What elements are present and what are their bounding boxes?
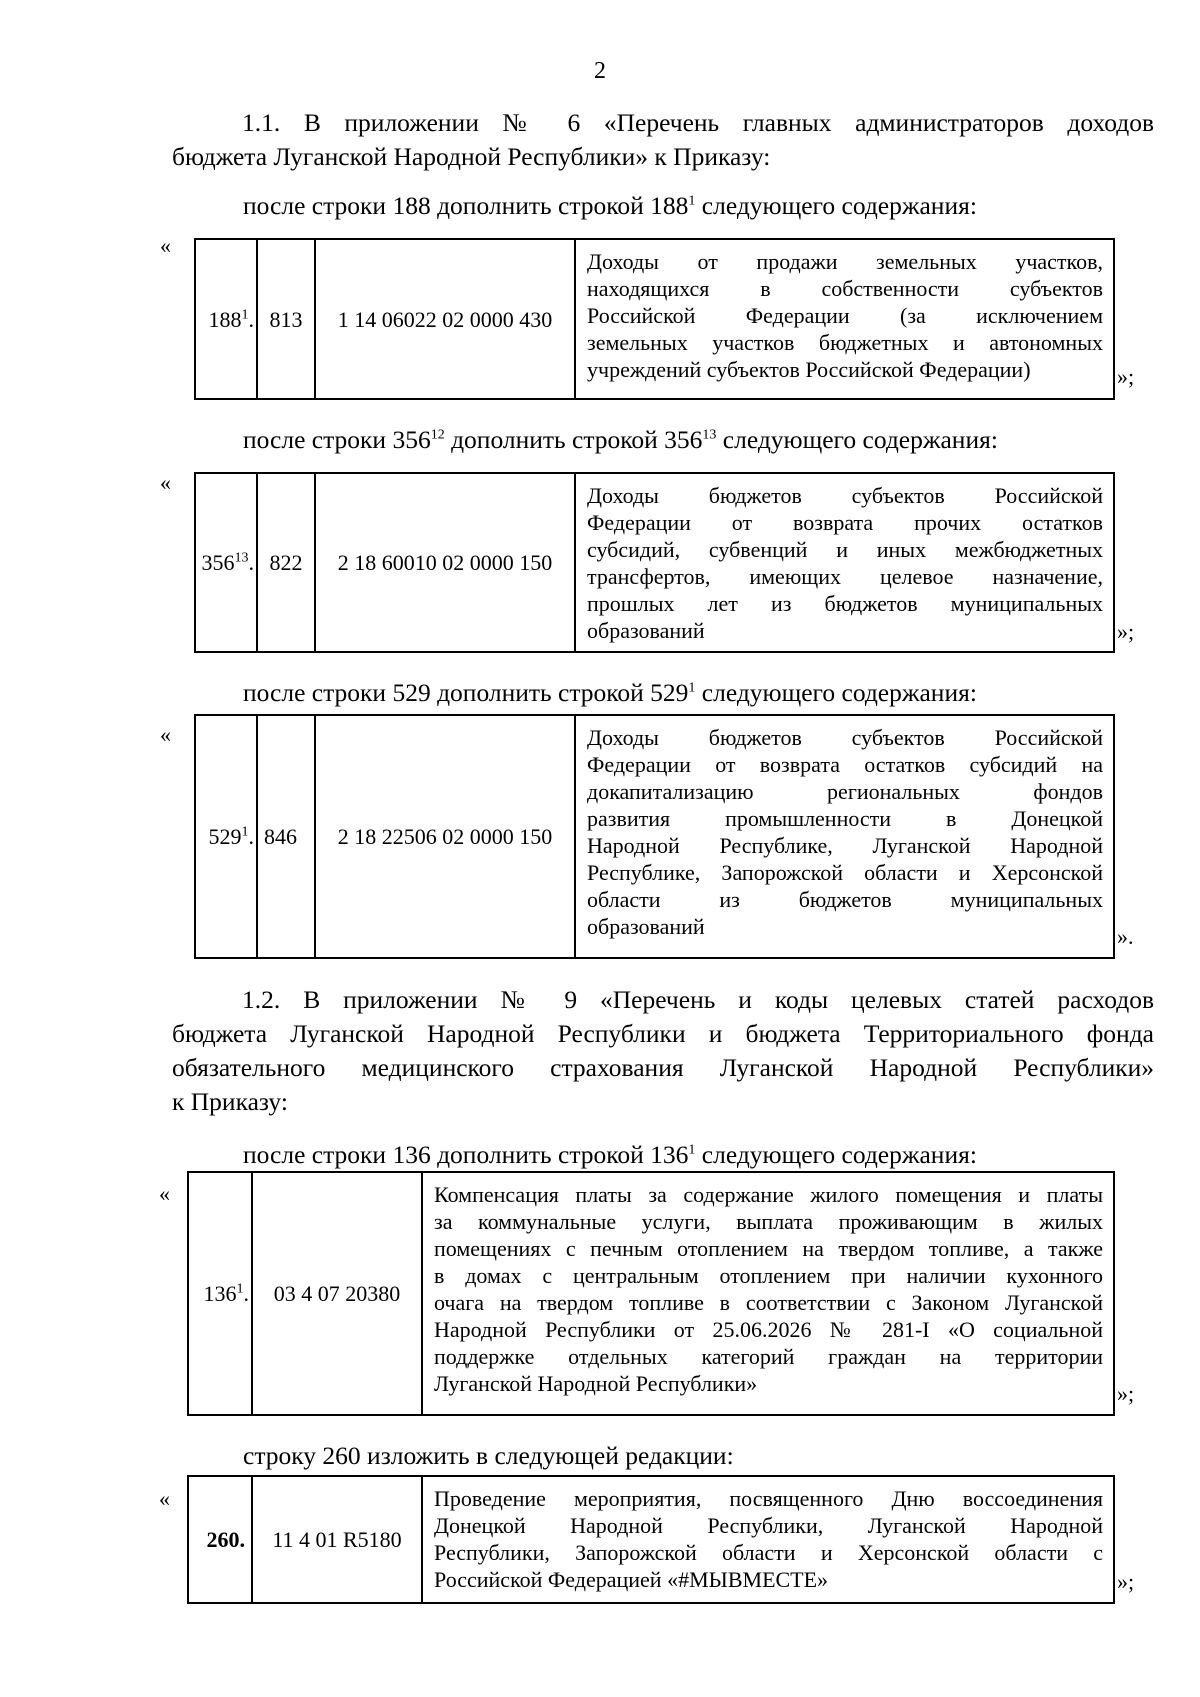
intro-row-188-1: [243, 191, 977, 221]
desc-line: Компенсация платы за содержание жилого помещения и платы: [434, 1182, 1103, 1207]
intro-sup: 12: [430, 427, 445, 443]
desc-line: очага на твердом топливе в соответствии с Законом Луганской: [434, 1290, 1103, 1315]
admin-code: 813: [257, 239, 315, 399]
desc-line: Доходы бюджетов субъектов Российской: [587, 483, 1103, 508]
desc-line: за коммунальные услуги, выплата проживающим в жилых: [434, 1209, 1103, 1234]
closing-quote: »;: [1117, 619, 1135, 644]
desc-line: Проведение мероприятия, посвященного Дню воссоединения: [434, 1486, 1103, 1511]
desc-line: Российской Федерацией «#МЫВМЕСТЕ»: [434, 1567, 829, 1592]
desc-line: Доходы бюджетов субъектов Российской: [587, 725, 1103, 750]
intro-row-356-13: [243, 425, 998, 455]
row-description: [422, 1476, 1114, 1603]
row-number: 260.: [188, 1476, 252, 1603]
row-description: [422, 1172, 1114, 1415]
row-number: $188^1$.: [195, 239, 257, 399]
intro-text-end: следующего содержания:: [695, 1140, 977, 1169]
open-quote: «: [160, 470, 171, 495]
section-1-2-line-4: к Приказу:: [172, 1087, 288, 1116]
intro-text-end: следующего содержания:: [716, 425, 998, 454]
intro-text-mid: дополнить строкой 356: [444, 425, 703, 454]
row-number: $529^1$.: [195, 715, 257, 958]
desc-line: в домах с центральным отоплением при наличии кухонного: [434, 1263, 1103, 1288]
intro-text: после строки 356: [243, 425, 431, 454]
intro-row-136-1: [243, 1140, 977, 1170]
desc-line: Доходы от продажи земельных участков,: [587, 249, 1103, 274]
desc-line: поддержке отдельных категорий граждан на территории: [434, 1344, 1103, 1369]
intro-text: после строки 529 дополнить строкой 529: [243, 678, 689, 707]
row-number: $356^{13}$.: [195, 473, 257, 652]
desc-line: Луганской Народной Республики»: [434, 1371, 758, 1396]
table-row-260: [187, 1475, 1115, 1604]
intro-sup: 13: [702, 427, 717, 443]
open-quote: «: [160, 722, 171, 747]
open-quote: «: [159, 1486, 170, 1511]
intro-text: после строки 188 дополнить строкой 188: [243, 191, 689, 220]
desc-line: находящихся в собственности субъектов: [587, 276, 1103, 301]
desc-line: учреждений субъектов Российской Федерации): [587, 357, 1031, 382]
desc-line: Федерации от возврата остатков субсидий на: [587, 752, 1103, 777]
section-1-2-paragraph: [172, 983, 1154, 1119]
desc-line: образований: [587, 618, 705, 643]
open-quote: «: [159, 1181, 170, 1206]
intro-sup: 1: [688, 1142, 696, 1158]
desc-line: Донецкой Народной Республики, Луганской Народной: [434, 1513, 1103, 1538]
desc-line: помещениях с печным отоплением на твердом топливе, а также: [434, 1236, 1103, 1261]
closing-quote: »;: [1117, 364, 1135, 389]
row-number: $136^1$.: [188, 1172, 252, 1415]
revenue-code: 2 18 22506 02 0000 150: [315, 715, 575, 958]
desc-line: области из бюджетов муниципальных: [587, 887, 1103, 912]
intro-text-end: следующего содержания:: [695, 191, 977, 220]
page-number: 2: [594, 58, 606, 84]
row-description: [575, 239, 1114, 399]
revenue-code: 1 14 06022 02 0000 430: [315, 239, 575, 399]
section-1-2-line-1: 1.2. В приложении № 9 «Перечень и коды целевых статей расходов: [242, 985, 1154, 1014]
intro-sup: 1: [688, 193, 696, 209]
revenue-code: 2 18 60010 02 0000 150: [315, 473, 575, 652]
section-1-1-paragraph: [172, 106, 1154, 174]
desc-line: субсидий, субвенций и иных межбюджетных: [587, 537, 1103, 562]
intro-text: после строки 136 дополнить строкой 136: [243, 1140, 689, 1169]
row-description: [575, 715, 1114, 958]
desc-line: Народной Республики от 25.06.2026 № 281-I «О социальной: [434, 1317, 1103, 1342]
desc-line: земельных участков бюджетных и автономных: [587, 330, 1103, 355]
desc-line: Народной Республике, Луганской Народной: [587, 833, 1103, 858]
intro-text-end: следующего содержания:: [695, 678, 977, 707]
desc-line: развития промышленности в Донецкой: [587, 806, 1103, 831]
closing-quote: ».: [1117, 924, 1134, 949]
target-article-code: 03 4 07 20380: [252, 1172, 422, 1415]
section-1-1-line-2: бюджета Луганской Народной Республики» к Приказу:: [172, 142, 771, 171]
desc-line: трансфертов, имеющих целевое назначение,: [587, 564, 1103, 589]
desc-line: прошлых лет из бюджетов муниципальных: [587, 591, 1103, 616]
desc-line: Республики, Запорожской области и Херсонской области с: [434, 1540, 1103, 1565]
intro-sup: 1: [688, 680, 696, 696]
desc-line: докапитализацию региональных фондов: [587, 779, 1103, 804]
closing-quote: »;: [1117, 1569, 1135, 1594]
desc-line: Федерации от возврата прочих остатков: [587, 510, 1103, 535]
section-1-2-line-2: бюджета Луганской Народной Республики и бюджета Территориального фонда: [172, 1019, 1154, 1048]
intro-row-529-1: [243, 678, 977, 708]
desc-line: Российской Федерации (за исключением: [587, 303, 1103, 328]
open-quote: «: [160, 233, 171, 258]
admin-code: 822: [257, 473, 315, 652]
table-row-356-13: [194, 472, 1115, 653]
table-row-529-1: [194, 714, 1115, 959]
table-row-188-1: [194, 238, 1115, 400]
row-description: [575, 473, 1114, 652]
admin-code: 846: [257, 715, 315, 958]
intro-row-260: [243, 1441, 734, 1471]
section-1-1-line-1: 1.1. В приложении № 6 «Перечень главных администраторов доходов: [242, 108, 1154, 137]
desc-line: образований: [587, 914, 705, 939]
section-1-2-line-3: обязательного медицинского страхования Луганской Народной Республики»: [172, 1053, 1154, 1082]
target-article-code: 11 4 01 R5180: [252, 1476, 422, 1603]
closing-quote: »;: [1117, 1381, 1135, 1406]
table-row-136-1: [187, 1171, 1115, 1416]
intro-text: строку 260 изложить в следующей редакции:: [243, 1441, 734, 1470]
desc-line: Республике, Запорожской области и Херсонской: [587, 860, 1103, 885]
